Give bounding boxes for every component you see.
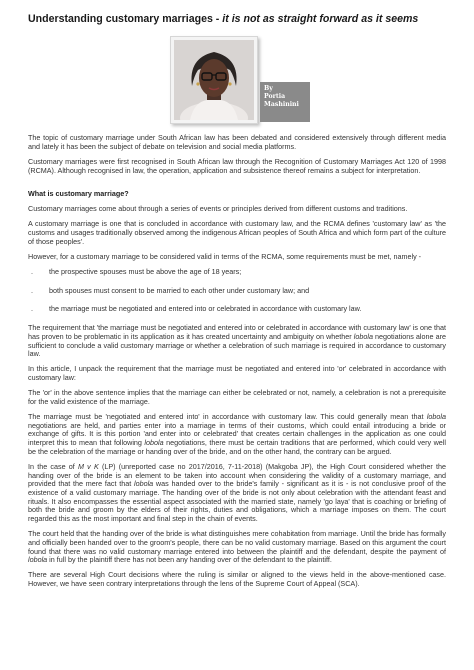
byline-last-name: Mashinini bbox=[264, 101, 299, 108]
paragraph-intro: The topic of customary marriage under South African law has been debated and considered extensively through different media and lately it has been the subject of debate on television and social media platforms. bbox=[28, 133, 446, 151]
list-item: . the prospective spouses must be above the age of 18 years; bbox=[31, 266, 242, 276]
author-portrait-image bbox=[174, 40, 254, 120]
list-item: . the marriage must be negotiated and entered into or celebrated in accordance with customary law. bbox=[31, 304, 362, 314]
paragraph-unpack: In this article, I unpack the requirement that the marriage must be negotiated and entered into 'or' celebrated in accordance with customary law: bbox=[28, 364, 446, 382]
paragraph-requirements: However, for a customary marriage to be considered valid in terms of the RCMA, some requirements must be met, namely - bbox=[28, 251, 422, 261]
paragraph-held: The court held that the handing over of the bride is what distinguishes mere cohabitation from marriage. Until the bride has formally and officially been handed over to the groom's people, there can be no valid customary marriage. Based on this argument the court found that there was no valid customary marriage entered into between the plaintiff and the defendant, despite the payment of lobola in full by the plaintiff there has not been any handing over of the defendant to the plaintiff. bbox=[28, 529, 446, 565]
article-body bbox=[28, 134, 446, 595]
paragraph-customs: Customary marriages come about through a series of events or principles derived from different customs and traditions. bbox=[28, 204, 408, 214]
title-main: Understanding customary marriages - bbox=[28, 13, 223, 25]
list-item: . both spouses must consent to be married to each other under customary law; and bbox=[31, 285, 310, 295]
author-byline bbox=[260, 82, 310, 122]
section-heading: What is customary marriage? bbox=[28, 189, 129, 199]
paragraph-negotiated: The marriage must be 'negotiated and entered into' in accordance with customary law. This could generally mean that lobola negotiations are held, and parties enter into a marriage in terms of their customs, which could entail introducing a bride or exchange of gifts. It is this portion 'and enter into or celebrated' that creates certain challenges in the application as one could interpret this to mean that following lobola negotiations, there must be certain traditions that are performed, which could very well be the celebration of the marriage or handing over of the bride, and on the other hand, the contrary can be argued. bbox=[28, 411, 447, 456]
article-title bbox=[28, 13, 458, 25]
paragraph-decisions: There are several High Court decisions where the ruling is similar or aligned to the views held in the above-mentioned case. However, we have seen contrary interpretations through the lens of the Supreme Court of Appeal (SCA). bbox=[28, 570, 446, 589]
paragraph-case: In the case of M v K (LP) (unreported case no 2017/2016, 7-11-2018) (Makgoba JP), the High Court considered whether the handing over of the bride is an element to be taken into account when considering the validity of a customary marriage, and provided that the mere fact that lobola was handed over to the bride's family - significant as it is - is not conclusive proof of the existence of a valid customary marriage. The handing over of the bride is not only about celebration with the attendant feast and rituals. It also encompasses the essential aspect associated with the married state, namely 'go laya' that is coaching or briefing of both the bride and groom by the elders of their rights, duties and obligations, which a marriage imposes on them. The court regarded this as the most important and final step in the chain of events. bbox=[28, 461, 447, 524]
byline-by: By bbox=[264, 85, 273, 92]
paragraph-problem: The requirement that 'the marriage must be negotiated and entered into or celebrated in accordance with customary law' is one that has proven to be problematic in its application as it has created uncertainty and ambiguity on whether lobola negotiations alone are sufficient to conclude a valid customary marriage or whether a celebration of such marriage is required in accordance to customary law. bbox=[28, 323, 446, 359]
author-photo bbox=[170, 36, 258, 124]
paragraph-or: The 'or' in the above sentence implies that the marriage can either be celebrated or not, namely, a celebration is not a prerequisite for the valid existence of the marriage. bbox=[28, 388, 446, 406]
byline-first-name: Portia bbox=[264, 93, 286, 100]
paragraph-definition: A customary marriage is one that is concluded in accordance with customary law, and the RCMA defines 'customary law' as 'the customs and usages traditionally observed among the indigenous African peoples of South Africa and which form part of the culture of those peoples'. bbox=[28, 219, 446, 246]
title-subtitle: it is not as straight forward as it seems bbox=[222, 13, 419, 25]
requirements-list bbox=[28, 268, 446, 314]
paragraph-rcma: Customary marriages were first recognised in South African law through the Recognition of Customary Marriages Act 120 of 1998 (RCMA). Although recognised in law, the operation, application and subsistence thereof remains a subject for interpretation. bbox=[28, 156, 446, 175]
